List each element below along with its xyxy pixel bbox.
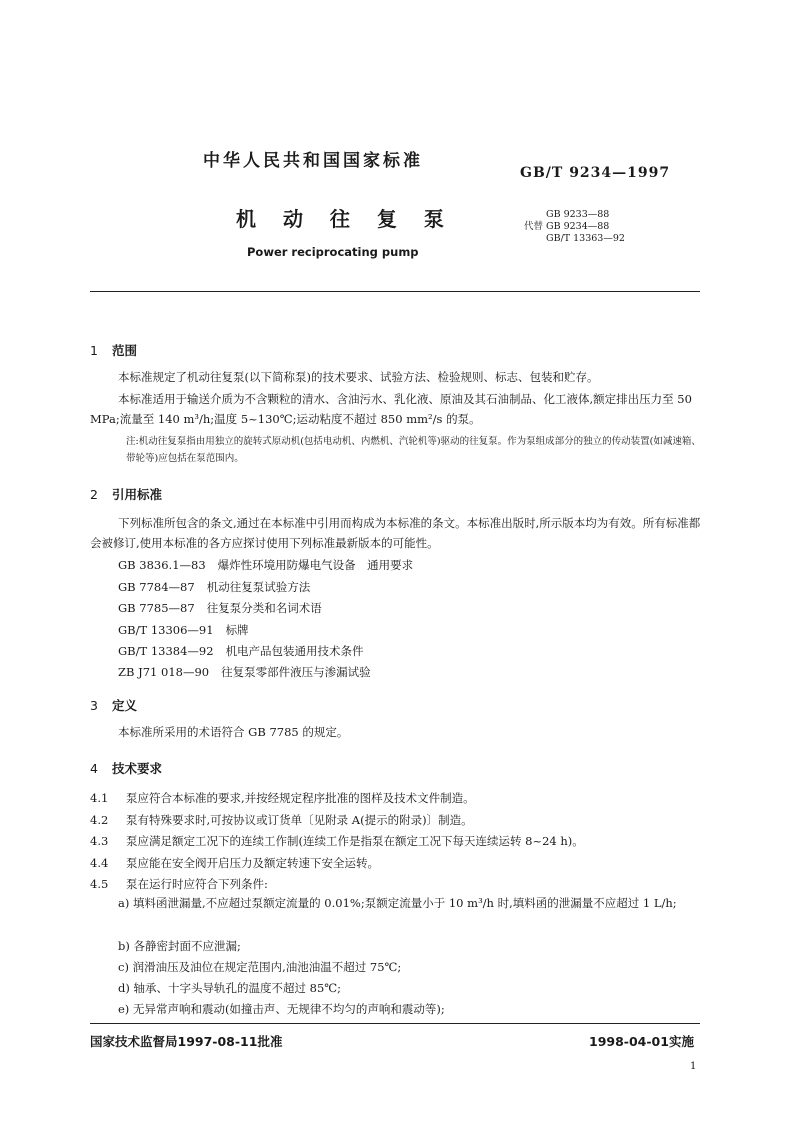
clause-4-2: 4.2 泵有特殊要求时,可按协议或订货单〔见附录 A(提示的附录)〕制造。 [90, 813, 473, 827]
effective-date: 1998-04-01实施 [589, 1034, 694, 1049]
list-item-c: c) 润滑油压及油位在规定范围内,油池油温不超过 75℃; [118, 960, 402, 974]
section-2-paragraph: 下列标准所包含的条文,通过在本标准中引用而构成为本标准的条文。本标准出版时,所示版本均为有效。所有标准都会被修订,使用本标准的各方应探讨使用下列标准最新版本的可能性。 [90, 516, 701, 550]
section-1-paragraph-2: 本标准适用于输送介质为不含颗粒的清水、含油污水、乳化液、原油及其石油制品、化工液体,额定排出压力至 50 MPa;流量至 140 m³/h;温度 5~130℃;运动粘度不超过 850 mm²/s 的泵。 [90, 392, 692, 426]
reference-item: GB 7784—87 机动往复泵试验方法 [118, 580, 311, 594]
list-item-a: a) 填料函泄漏量,不应超过泵额定流量的 0.01%;泵额定流量小于 10 m³/h 时,填料函的泄漏量不应超过 1 L/h; [118, 896, 677, 910]
section-1-paragraph-1: 本标准规定了机动往复泵(以下简称泵)的技术要求、试验方法、检验规则、标志、包装和贮存。 [118, 370, 599, 384]
replaced-standard-1: GB 9233—88 [546, 209, 610, 220]
list-item-d: d) 轴承、十字头导轨孔的温度不超过 85℃; [118, 981, 342, 995]
replaced-standard-2: 代替 GB 9234—88 [524, 221, 610, 232]
replaced-standard-3: GB/T 13363—92 [546, 233, 625, 244]
clause-4-1: 4.1 泵应符合本标准的要求,并按经规定程序批准的图样及技术文件制造。 [90, 791, 475, 805]
section-2-heading: 2 引用标准 [90, 487, 163, 502]
clause-4-4: 4.4 泵应能在安全阀开启压力及额定转速下安全运转。 [90, 856, 379, 870]
section-1-heading: 1 范围 [90, 343, 138, 358]
standard-number: GB/T 9234—1997 [520, 165, 671, 181]
reference-item: GB 3836.1—83 爆炸性环境用防爆电气设备 通用要求 [118, 558, 414, 572]
section-3-paragraph: 本标准所采用的术语符合 GB 7785 的规定。 [118, 725, 349, 739]
approval-line: 国家技术监督局1997-08-11批准 [90, 1034, 283, 1049]
section-4-heading: 4 技术要求 [90, 761, 163, 776]
replace-label: 代替 [524, 221, 544, 232]
section-3-heading: 3 定义 [90, 698, 138, 713]
header-divider [90, 291, 700, 292]
document-title: 机 动 往 复 泵 [236, 207, 454, 231]
page-number: 1 [690, 1061, 697, 1072]
reference-item: GB/T 13306—91 标牌 [118, 623, 249, 637]
english-title: Power reciprocating pump [247, 245, 419, 259]
national-standard-heading: 中华人民共和国国家标准 [203, 151, 423, 171]
clause-4-3: 4.3 泵应满足额定工况下的连续工作制(连续工作是指泵在额定工况下每天连续运转 8~24 h)。 [90, 834, 584, 848]
clause-4-5: 4.5 泵在运行时应符合下列条件: [90, 877, 268, 891]
list-item-e: e) 无异常声响和震动(如撞击声、无规律不均匀的声响和震动等); [118, 1002, 445, 1016]
reference-item: GB/T 13384—92 机电产品包装通用技术条件 [118, 644, 364, 658]
footer-divider [90, 1023, 700, 1024]
reference-item: GB 7785—87 往复泵分类和名词术语 [118, 601, 322, 615]
list-item-b: b) 各静密封面不应泄漏; [118, 939, 241, 953]
section-1-note: 注:机动往复泵指由用独立的旋转式原动机(包括电动机、内燃机、汽轮机等)驱动的往复泵。作为泵组成部分的独立的传动装置(如减速箱、带轮等)应包括在泵范围内。 [126, 436, 701, 464]
replaced-standards [524, 209, 625, 245]
reference-item: ZB J71 018—90 往复泵零部件液压与渗漏试验 [118, 665, 371, 679]
